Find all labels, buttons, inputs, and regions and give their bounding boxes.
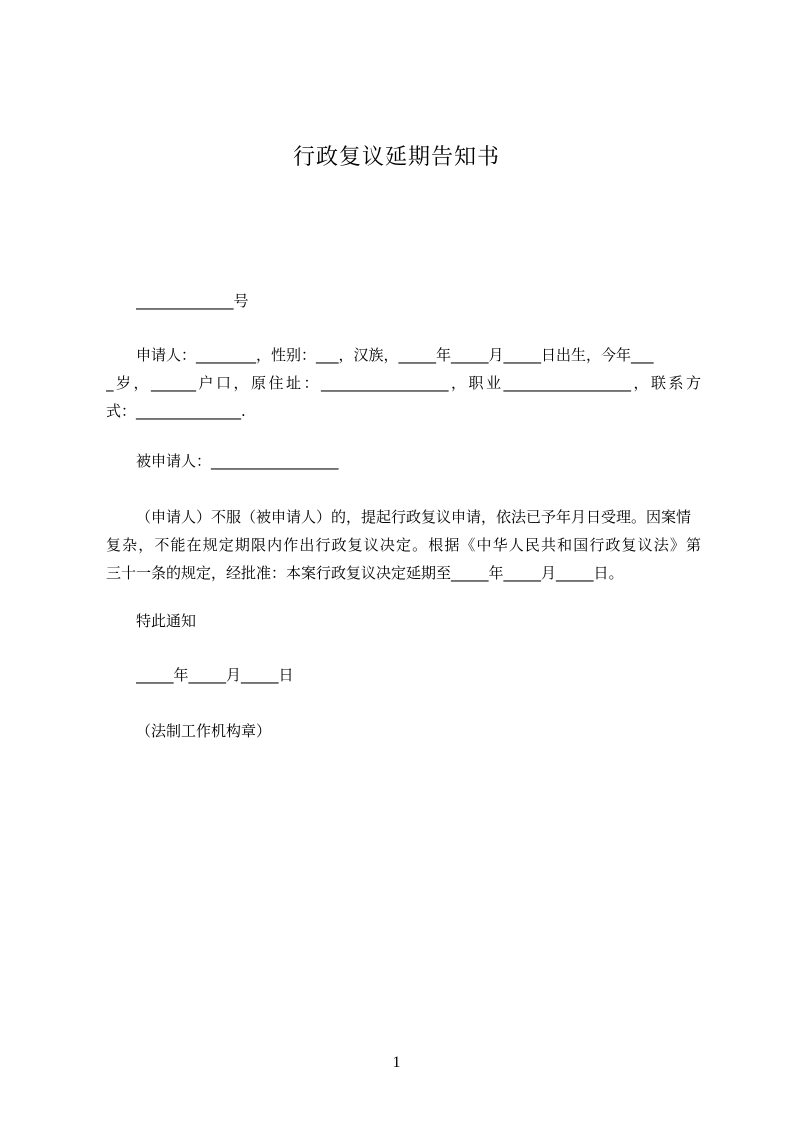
document-number-line: _____________号 [136,292,249,310]
applicant-info-line-3: 式：______________. [106,402,246,420]
body-paragraph-line-3: 三十一条的规定，经批准：本案行政复议决定延期至_____年_____月_____日。 [106,564,624,582]
applicant-info-line-2: _岁，______户口，原住址：_________________，职业_________________，联系方 [106,374,701,392]
applicant-info-line-1: 申请人：________，性别：___，汉族，_____年_____月_____日出生，今年___ [136,346,654,364]
date-line: _____年_____月_____日 [136,666,294,684]
notice-line: 特此通知 [136,612,197,630]
seal-line: （法制工作机构章） [136,722,272,740]
respondent-line: 被申请人：_________________ [136,452,339,470]
body-paragraph-line-1: （申请人）不服（被申请人）的，提起行政复议申请，依法已予年月日受理。因案情 [136,508,692,526]
document-title: 行政复议延期告知书 [292,145,500,170]
page-number: 1 [392,1054,401,1071]
body-paragraph-line-2: 复杂，不能在规定期限内作出行政复议决定。根据《中华人民共和国行政复议法》第 [106,536,701,554]
